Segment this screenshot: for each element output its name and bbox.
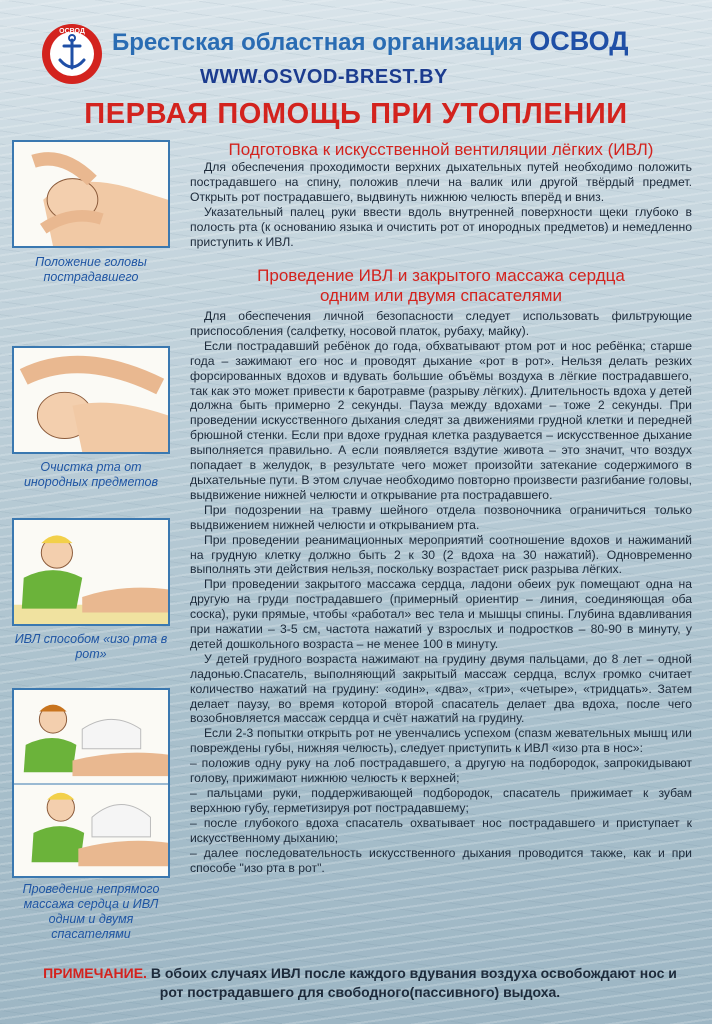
website-link[interactable]: WWW.OSVOD-BREST.BY <box>200 66 448 88</box>
section1-heading <box>190 140 692 160</box>
section2-title-line1: Проведение ИВЛ и закрытого массажа сердца <box>257 266 625 285</box>
caption-mouth-to-mouth: ИВЛ способом «изо рта в рот» <box>14 632 168 661</box>
section2-paragraph: Для обеспечения личной безопасности следует использовать фильтрующие приспособления (салфетку, носовой платок, рубаху, майку). <box>190 309 692 338</box>
page-title: ПЕРВАЯ ПОМОЩЬ ПРИ УТОПЛЕНИИ <box>84 98 628 130</box>
illustration-mouth-cleaning <box>12 346 170 454</box>
section2-paragraph: При проведении реанимационных мероприятий соотношение вдохов и нажиманий на грудную клетку должно быть 2 к 30 (2 вдоха на 30 нажатий). Одновременно выполнять эти действия нельзя, поскольку возрастает риск разрыва лёгких. <box>190 532 692 577</box>
section1-title: Подготовка к искусственной вентиляции лёгких (ИВЛ) <box>228 140 654 159</box>
section2-paragraph: Если пострадавший ребёнок до года, обхватывают ртом рот и нос ребёнка; старше года – зажимают его нос и проводят дыхание «рот в рот». Нельзя делать резких форсированных вдохов и вдувать большие объёмы воздуха в лёгкие пострадавшего, так как это может привести к баротравме (разрыву лёгких). Длительность вдоха у детей должна быть примерно 2 секунды. Пауза между вдохами – тоже 2 секунды. При проведении искусственного дыхания следят за движениями грудной клетки и передней брюшной стенки. Если при вдохе грудная клетка раздувается – искусственное дыхание выполняется правильно. А если появляется вздутие живота – это значит, что воздух попадает в желудок, в результате чего может произойти затекание содержимого в дыхательные пути. В этом случае необходимо повторно произвести разгибание головы, выдвижение нижней челюсти и открывание рта пострадавшего. <box>190 338 692 502</box>
caption-mouth-cleaning: Очистка рта от инородных предметов <box>23 460 159 489</box>
organization-abbr: ОСВОД <box>529 26 629 56</box>
section2-list-item: – после глубокого вдоха спасатель охватывает нос пострадавшего и приступает к искусственному дыханию; <box>190 815 692 845</box>
section1-paragraph: Для обеспечения проходимости верхних дыхательных путей необходимо положить пострадавшего на спину, положив плечи на валик или другой твёрдый предмет. Открыть рот пострадавшего, выдвинуть нижнюю челюсть вперёд и вниз. <box>190 160 692 204</box>
note-label: ПРИМЕЧАНИЕ. <box>43 965 147 981</box>
organization-prefix: Брестская областная организация <box>112 29 523 56</box>
caption-cpr-rescuers: Проведение непрямого массажа сердца и ИВЛ одним и двумя спасателями <box>22 882 160 941</box>
section2-list-item: – положив одну руку на лоб пострадавшего, а другую на подбородок, запрокидывают голову, прижимают нижнюю челюсть к верхней; <box>190 756 692 786</box>
section2-paragraph: У детей грудного возраста нажимают на грудину двумя пальцами, до 8 лет – одной ладонью.Спасатель, выполняющий закрытый массаж сердца, вслух громко считает количество нажатий на грудину: «один», «два», «три», «четыре», «тридцать». Затем делает паузу, во время которой второй спасатель делает два вдоха, после чего возобновляется массаж сердца и счёт нажатий на грудину. <box>190 651 692 726</box>
section2-list-item: – пальцами руки, поддерживающей подбородок, спасатель прижимает к зубам верхнюю губу, герметизируя рот пострадавшему; <box>190 786 692 815</box>
section2-body <box>190 309 692 875</box>
osvod-logo <box>40 22 104 86</box>
section2-list-item: – далее последовательность искусственного дыхания проводится также, как и при способе "изо рта в рот". <box>190 845 692 875</box>
section2-paragraph: Если 2-3 попытки открыть рот не увенчались успехом (спазм жевательных мышц или повреждены губы, нижняя челюсть), следует приступить к ИВЛ «изо рта в нос»: <box>190 726 692 756</box>
organization-name <box>112 26 692 57</box>
illustration-head-position <box>12 140 170 248</box>
caption-head-position: Положение головы пострадавшего <box>35 255 147 284</box>
illustration-mouth-to-mouth <box>12 518 170 626</box>
section1-body <box>190 160 692 249</box>
section2-paragraph: При проведении закрытого массажа сердца, ладони обеих рук помещают одна на другую на груди пострадавшего (примерный ориентир – линия, соединяющая оба соска), руки прямые, чтобы «работал» вес тела и мышцы спины. Глубина вдавливания при нажатии – 3-5 см, частота нажатий у взрослых и подростков – 80-90 в минуту, у детей дошкольного возраста – не менее 100 в минуту. <box>190 577 692 651</box>
section1-paragraph: Указательный палец руки ввести вдоль внутренней поверхности щеки глубоко в полость рта (к основанию языка и очистить рот от инородных предметов) и немедленно приступить к ИВЛ. <box>190 204 692 249</box>
section2-paragraph: При подозрении на травму шейного отдела позвоночника ограничиться только выдвижением нижней челюсти и открыванием рта. <box>190 502 692 532</box>
section2-heading <box>190 266 692 306</box>
logo-text: ОСВОД <box>59 28 85 35</box>
note-text: В обоих случаях ИВЛ после каждого вдувания воздуха освобождают нос и рот пострадавшего для свободного(пассивного) выдоха. <box>150 965 677 1000</box>
note-block <box>40 964 680 1002</box>
illustration-cpr-rescuers <box>12 688 170 878</box>
section2-title-line2: одним или двумя спасателями <box>320 286 562 305</box>
